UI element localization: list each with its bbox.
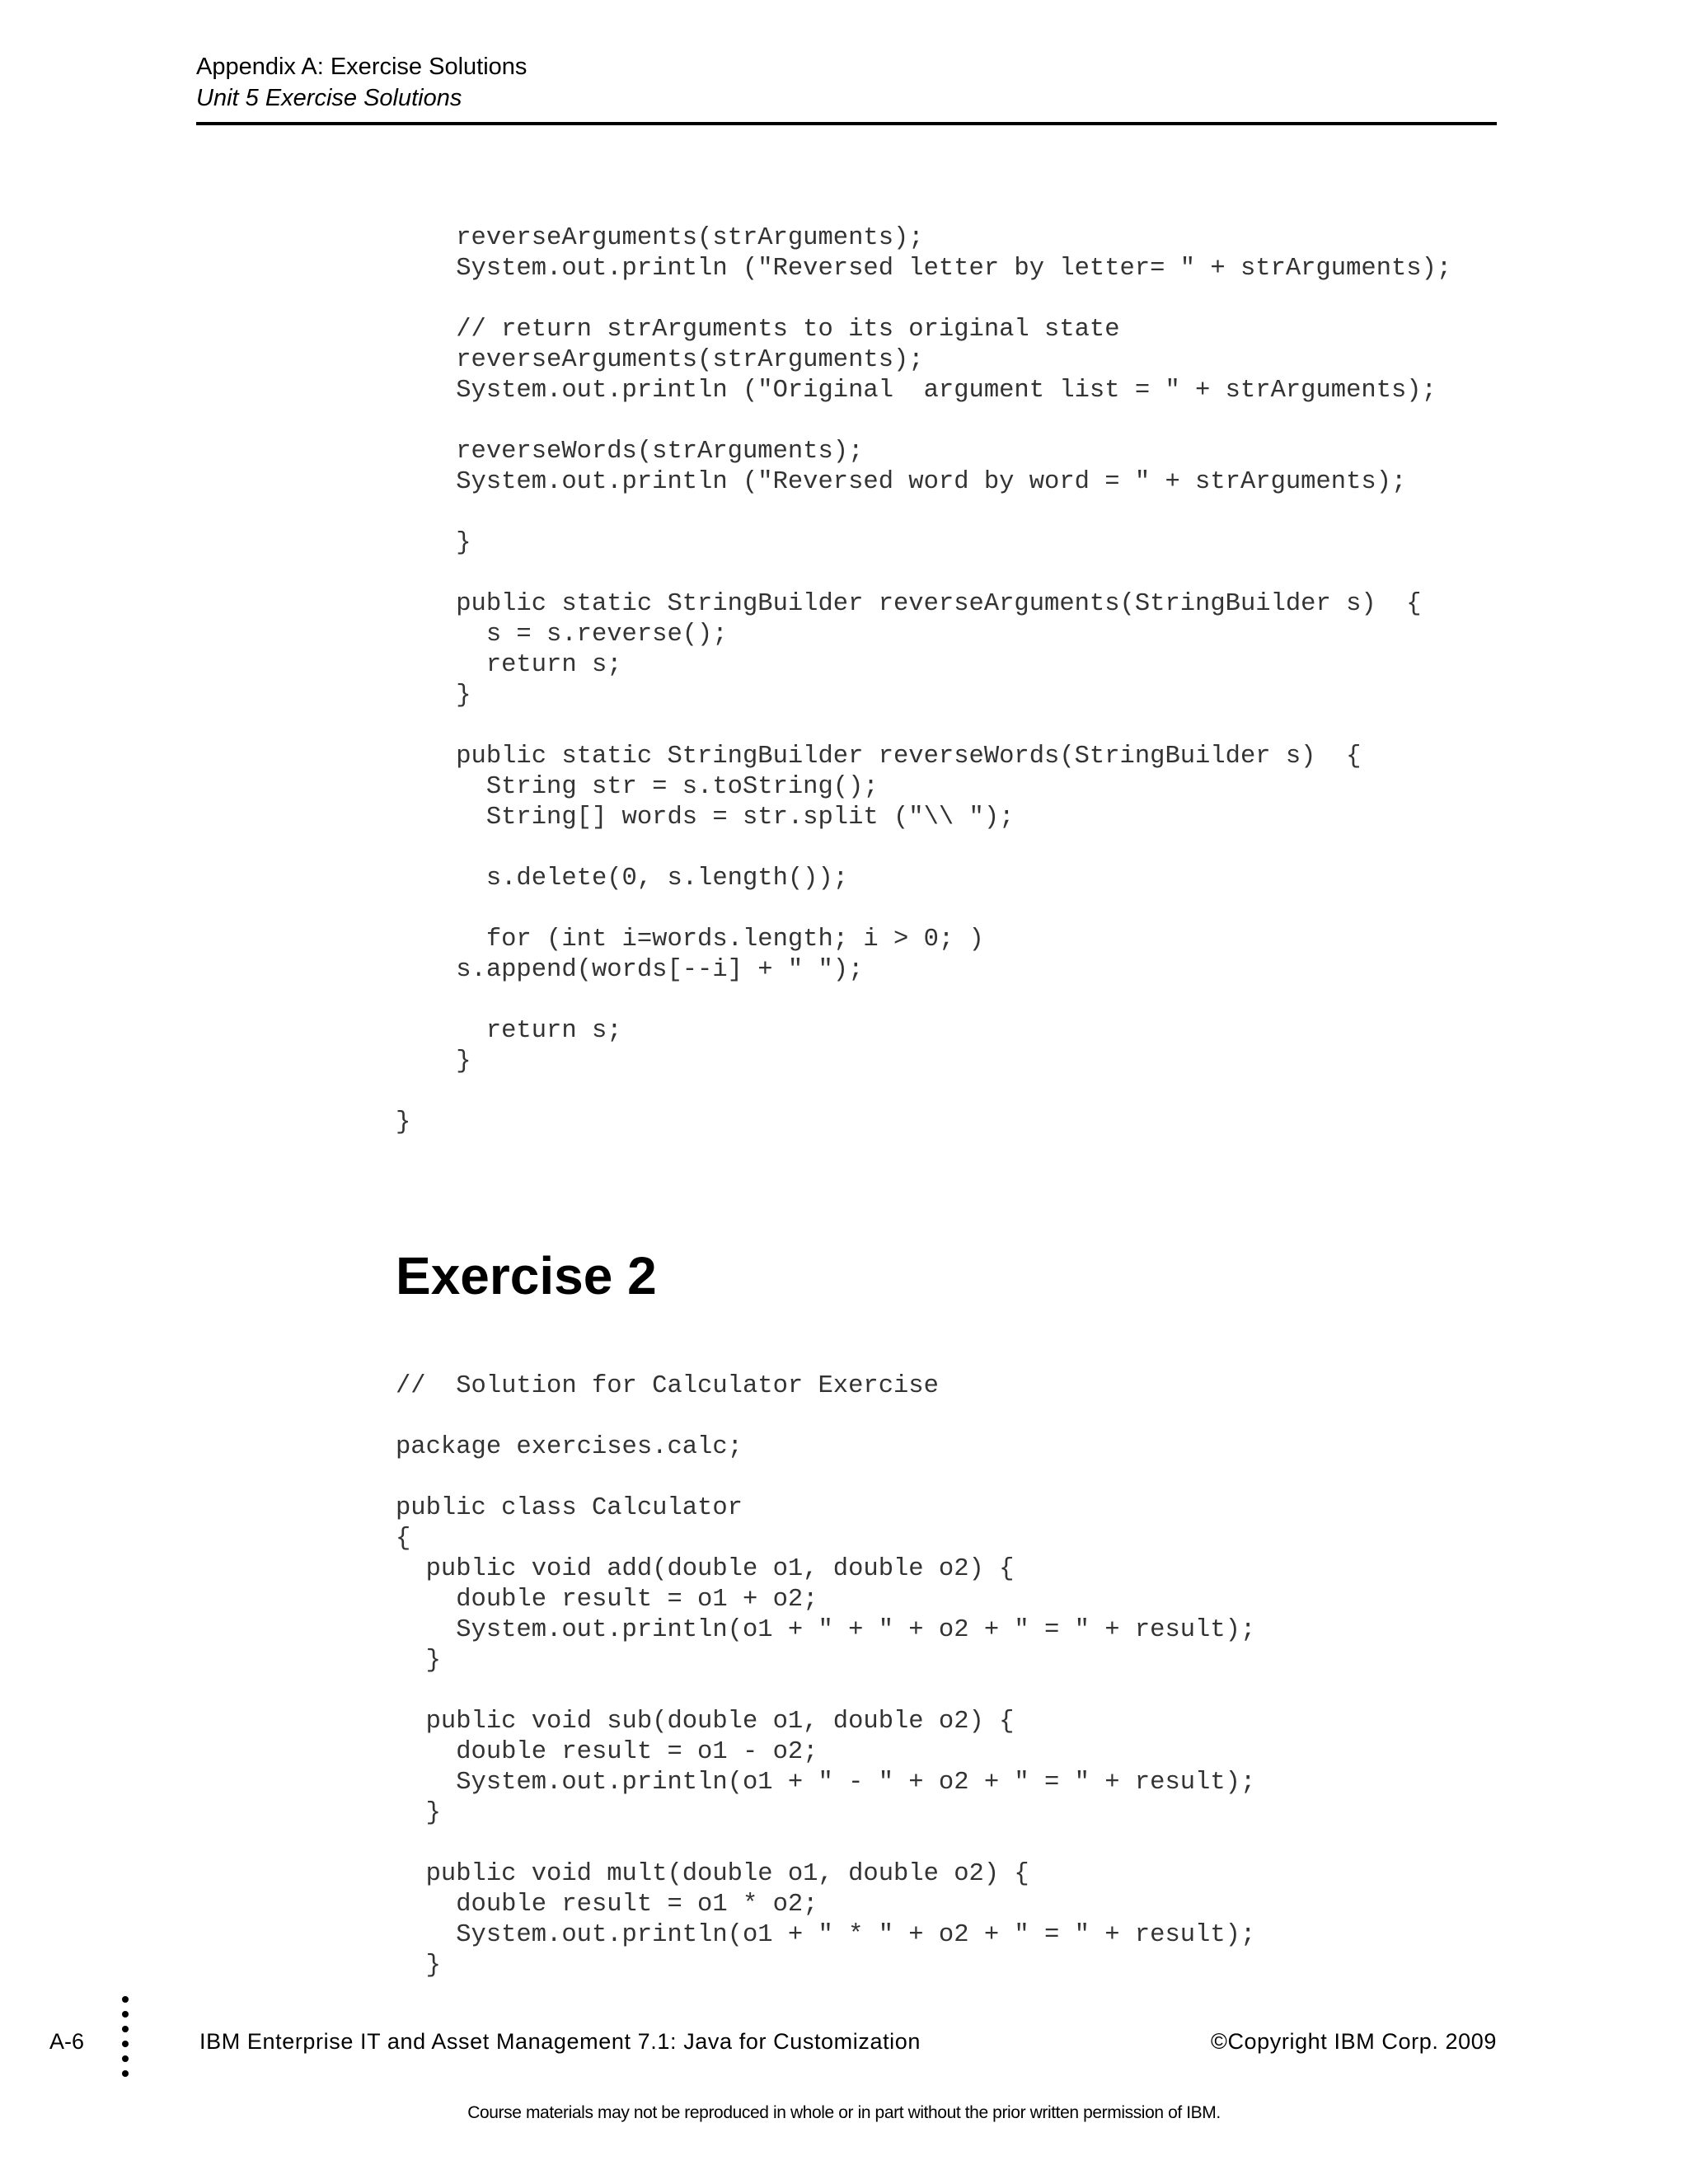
code-block-reverse <box>396 223 1451 1138</box>
code-line: System.out.println(o1 + " + " + o2 + " = " + result); <box>396 1616 1256 1644</box>
code-line: System.out.println(o1 + " - " + o2 + " = " + result); <box>396 1769 1256 1797</box>
code-line: double result = o1 * o2; <box>396 1891 818 1919</box>
code-line <box>396 1829 1255 1859</box>
code-line: s = s.reverse(); <box>396 621 728 649</box>
code-line: // return strArguments to its original state <box>396 316 1120 344</box>
code-line <box>396 406 1451 437</box>
footer-notice: Course materials may not be reproduced in whole or in part without the prior written permission of IBM. <box>467 2103 1221 2122</box>
code-line: } <box>396 1952 441 1980</box>
code-line: } <box>396 1047 471 1076</box>
code-line: // Solution for Calculator Exercise <box>396 1372 939 1400</box>
code-line: double result = o1 + o2; <box>396 1586 818 1614</box>
code-line: System.out.println ("Reversed word by word = " + strArguments); <box>396 468 1407 496</box>
code-line: } <box>396 1799 441 1827</box>
exercise-heading: Exercise 2 <box>396 1246 657 1305</box>
code-line: public void sub(double o1, double o2) { <box>396 1708 1015 1736</box>
footer-dots-decoration <box>122 1996 130 2079</box>
code-line: System.out.println(o1 + " * " + o2 + " = " + result); <box>396 1921 1256 1949</box>
code-line: String[] words = str.split ("\\ "); <box>396 804 1015 832</box>
header-subtitle: Unit 5 Exercise Solutions <box>196 85 462 111</box>
code-line <box>396 711 1451 742</box>
code-line: reverseWords(strArguments); <box>396 438 864 466</box>
code-line <box>396 284 1451 315</box>
code-line: System.out.println ("Original argument list = " + strArguments); <box>396 377 1437 405</box>
code-line <box>396 559 1451 589</box>
code-line: reverseArguments(strArguments); <box>396 224 924 252</box>
code-line <box>396 894 1451 925</box>
code-line: return s; <box>396 1017 622 1045</box>
code-line: { <box>396 1525 411 1553</box>
header-rule <box>196 122 1497 125</box>
page-number: A-6 <box>49 2029 85 2054</box>
code-line: } <box>396 682 471 710</box>
code-line: reverseArguments(strArguments); <box>396 346 924 374</box>
code-line <box>396 833 1451 864</box>
code-line <box>396 1463 1255 1493</box>
page-header <box>196 51 1497 114</box>
code-line: } <box>396 1108 411 1137</box>
code-line: package exercises.calc; <box>396 1433 743 1461</box>
code-line: System.out.println ("Reversed letter by letter= " + strArguments); <box>396 255 1452 283</box>
code-line: s.append(words[--i] + " "); <box>396 956 864 984</box>
footer-course-title: IBM Enterprise IT and Asset Management 7.1: Java for Customization <box>199 2029 921 2054</box>
code-line: public void mult(double o1, double o2) { <box>396 1860 1029 1888</box>
code-line <box>396 1676 1255 1707</box>
code-line: public static StringBuilder reverseWords(StringBuilder s) { <box>396 743 1362 771</box>
code-line <box>396 986 1451 1016</box>
code-line: public void add(double o1, double o2) { <box>396 1555 1015 1583</box>
code-line: return s; <box>396 651 622 679</box>
code-line: public class Calculator <box>396 1494 743 1522</box>
code-block-calculator <box>396 1371 1255 1981</box>
code-line <box>396 498 1451 528</box>
code-line: double result = o1 - o2; <box>396 1738 818 1766</box>
code-line <box>396 1077 1451 1108</box>
code-line: String str = s.toString(); <box>396 773 879 801</box>
code-line: public static StringBuilder reverseArguments(StringBuilder s) { <box>396 590 1422 618</box>
code-line: for (int i=words.length; i > 0; ) <box>396 926 984 954</box>
code-line <box>396 1402 1255 1432</box>
header-title: Appendix A: Exercise Solutions <box>196 54 528 80</box>
code-line: s.delete(0, s.length()); <box>396 865 849 893</box>
footer-copyright: ©Copyright IBM Corp. 2009 <box>1210 2029 1497 2054</box>
code-line: } <box>396 1647 441 1675</box>
code-line: } <box>396 529 471 557</box>
